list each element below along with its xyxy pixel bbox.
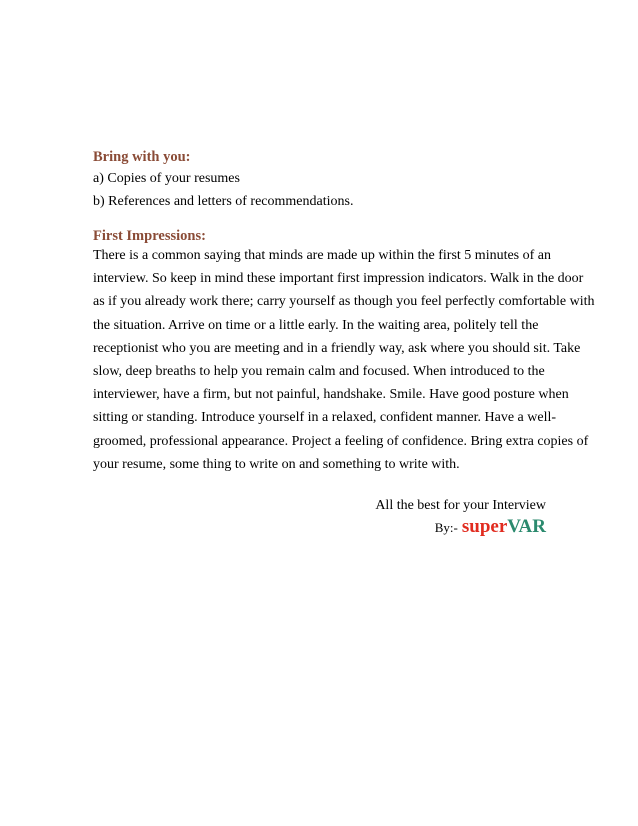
paragraph-line: receptionist who you are meeting and in a friendly way, ask where you should sit. Take [93,340,581,356]
brand-name-part2: VAR [507,516,546,537]
paragraph-line: interviewer, have a firm, but not painful, handshake. Smile. Have good posture when [93,387,569,403]
bring-with-you-heading: Bring with you: [93,149,191,165]
paragraph-line: slow, deep breaths to help you remain calm and focused. When introduced to the [93,364,545,380]
paragraph-line: sitting or standing. Introduce yourself in a relaxed, confident manner. Have a well- [93,410,557,426]
by-label: By:- [434,520,458,535]
paragraph-line: groomed, professional appearance. Project a feeling of confidence. Bring extra copies of [93,433,589,449]
paragraph-line: your resume, some thing to write on and something to write with. [93,456,460,472]
list-item-resumes: a) Copies of your resumes [93,171,240,186]
closing-wish: All the best for your Interview [375,498,546,513]
paragraph-line: There is a common saying that minds are made up within the first 5 minutes of an [93,248,552,263]
paragraph-line: the situation. Arrive on time or a little early. In the waiting area, politely tell the [93,317,539,333]
list-item-references: b) References and letters of recommendations. [93,194,354,209]
first-impressions-heading: First Impressions: [93,228,206,244]
brand-name-part1: super [461,516,508,537]
first-impressions-paragraph [93,244,595,476]
paragraph-line: as if you already work there; carry yourself as though you feel perfectly comfortable with [93,294,595,310]
byline [435,516,546,539]
paragraph-line: interview. So keep in mind these important first impression indicators. Walk in the door [93,271,584,287]
